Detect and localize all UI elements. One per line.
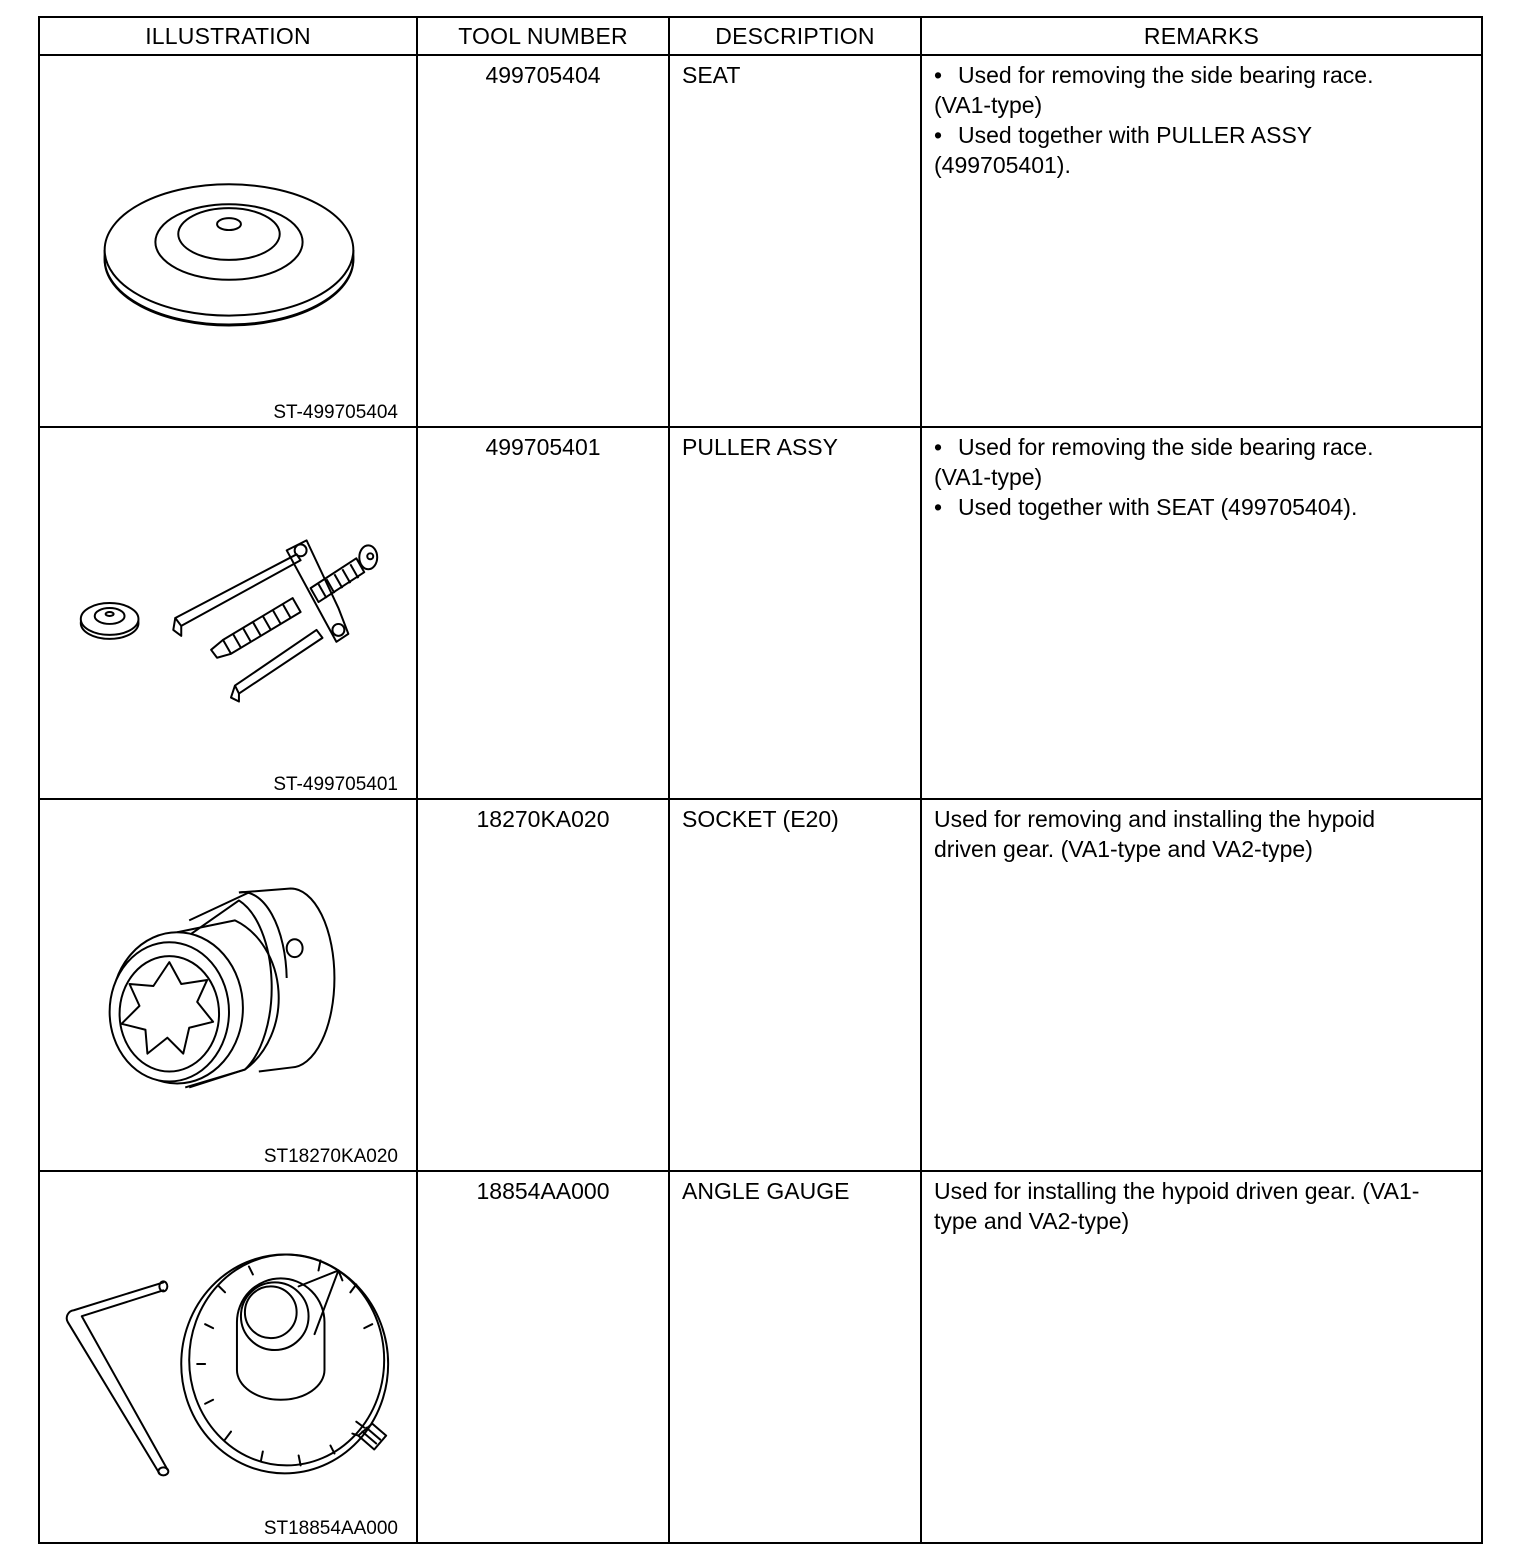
remark-line: driven gear. (VA1-type and VA2-type): [934, 836, 1313, 862]
illustration-cell: [39, 1171, 417, 1543]
table-row: [39, 1171, 1482, 1543]
table-row: [39, 427, 1482, 799]
remark-line: (499705401).: [934, 152, 1071, 178]
header-remarks: REMARKS: [921, 17, 1482, 55]
remarks-cell: [921, 427, 1482, 799]
header-tool-number: TOOL NUMBER: [417, 17, 669, 55]
illustration-code: ST-499705404: [273, 402, 398, 423]
tool-number-cell: 499705404: [417, 55, 669, 427]
header-description: DESCRIPTION: [669, 17, 921, 55]
angle-gauge-icon: [40, 1172, 416, 1542]
remark-line: (VA1-type): [934, 92, 1043, 118]
description-cell: ANGLE GAUGE: [669, 1171, 921, 1543]
description-cell: SEAT: [669, 55, 921, 427]
table-row: [39, 799, 1482, 1171]
illustration-code: ST18270KA020: [263, 1146, 398, 1167]
special-tools-table: [38, 16, 1483, 1544]
remark-line: • Used together with PULLER ASSY: [934, 120, 1471, 150]
illustration-code: ST18854AA000: [263, 1518, 398, 1539]
seat-disc-icon: [40, 56, 416, 426]
remark-line: (VA1-type): [934, 464, 1043, 490]
socket-icon: [40, 800, 416, 1170]
description-cell: PULLER ASSY: [669, 427, 921, 799]
illustration-code: ST-499705401: [273, 774, 398, 795]
tool-number-cell: 499705401: [417, 427, 669, 799]
remark-line: Used for removing and installing the hypoid: [934, 806, 1376, 832]
remarks-cell: [921, 1171, 1482, 1543]
illustration-cell: [39, 55, 417, 427]
table-row: [39, 55, 1482, 427]
header-illustration: ILLUSTRATION: [39, 17, 417, 55]
puller-assy-icon: [40, 428, 416, 798]
remark-line: • Used for removing the side bearing race.: [934, 60, 1471, 90]
remark-line: type and VA2-type): [934, 1208, 1130, 1234]
header-row: [39, 17, 1482, 55]
remarks-cell: [921, 799, 1482, 1171]
remarks-cell: [921, 55, 1482, 427]
remark-line: • Used for removing the side bearing race.: [934, 432, 1471, 462]
remark-line: • Used together with SEAT (499705404).: [934, 492, 1471, 522]
illustration-cell: [39, 799, 417, 1171]
description-cell: SOCKET (E20): [669, 799, 921, 1171]
remark-line: Used for installing the hypoid driven gear. (VA1-: [934, 1178, 1420, 1204]
tool-number-cell: 18854AA000: [417, 1171, 669, 1543]
illustration-cell: [39, 427, 417, 799]
tool-number-cell: 18270KA020: [417, 799, 669, 1171]
